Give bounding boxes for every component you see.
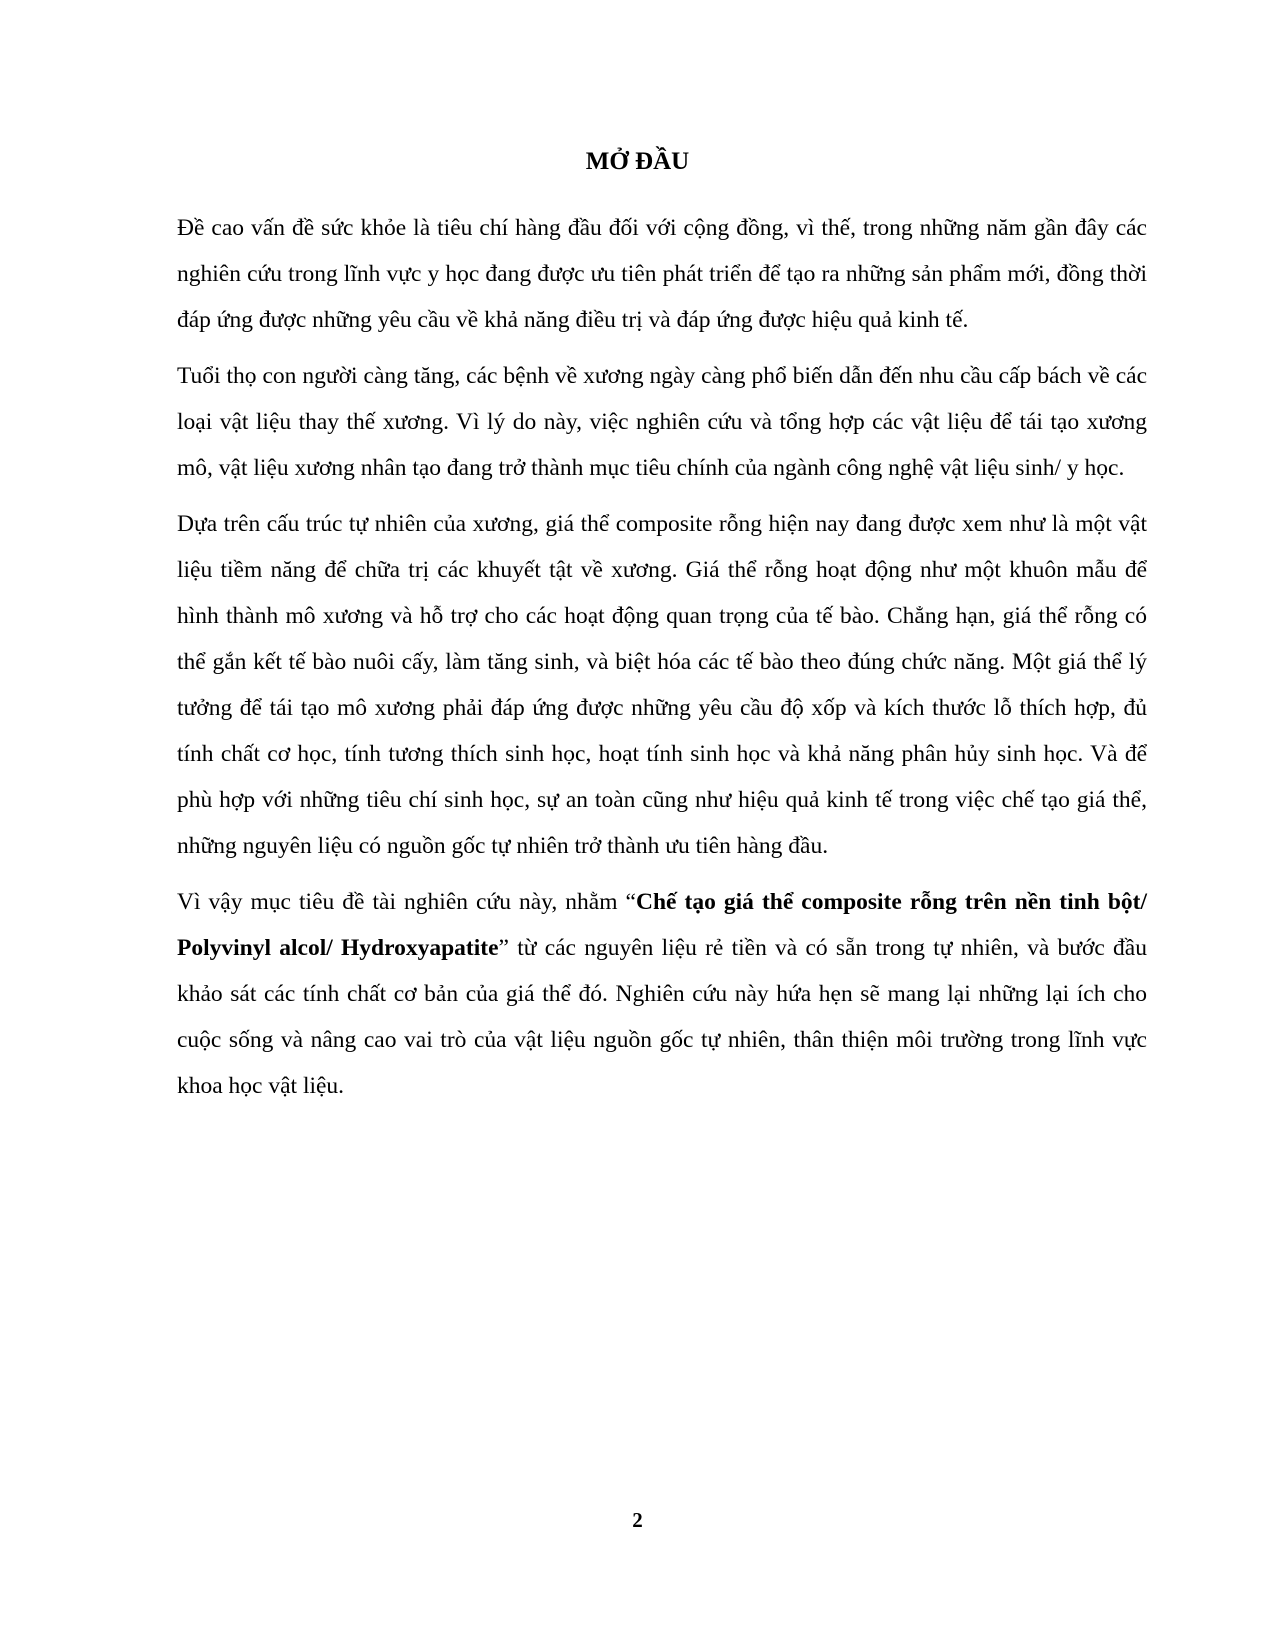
paragraph-4-intro: Vì vậy mục tiêu đề tài nghiên cứu này, nhằm “	[177, 889, 636, 915]
paragraph-4-rest: ” từ các nguyên liệu rẻ tiền và có sẵn trong tự nhiên, và bước đầu khảo sát các tính chất cơ bản của giá thể đó. Nghiên cứu này hứa hẹn sẽ mang lại những lại ích cho cuộc sống và nâng cao vai trò của vật liệu nguồn gốc tự nhiên, thân thiện môi trường trong lĩnh vực khoa học vật liệu.	[177, 935, 1147, 1099]
paragraph-3: Dựa trên cấu trúc tự nhiên của xương, giá thể composite rỗng hiện nay đang được xem như là một vật liệu tiềm năng để chữa trị các khuyết tật về xương. Giá thể rỗng hoạt động như một khuôn mẫu để hình thành mô xương và hỗ trợ cho các hoạt động quan trọng của tế bào. Chẳng hạn, giá thể rỗng có thể gắn kết tế bào nuôi cấy, làm tăng sinh, và biệt hóa các tế bào theo đúng chức năng. Một giá thể lý tưởng để tái tạo mô xương phải đáp ứng được những yêu cầu độ xốp và kích thước lỗ thích hợp, đủ tính chất cơ học, tính tương thích sinh học, hoạt tính sinh học và khả năng phân hủy sinh học. Và để phù hợp với những tiêu chí sinh học, sự an toàn cũng như hiệu quả kinh tế trong việc chế tạo giá thể, những nguyên liệu có nguồn gốc tự nhiên trở thành ưu tiên hàng đầu.	[177, 511, 1147, 859]
paragraph-4	[177, 879, 1147, 1109]
paragraph-2: Tuổi thọ con người càng tăng, các bệnh về xương ngày càng phổ biến dẫn đến nhu cầu cấp bách về các loại vật liệu thay thế xương. Vì lý do này, việc nghiên cứu và tổng hợp các vật liệu để tái tạo xương mô, vật liệu xương nhân tạo đang trở thành mục tiêu chính của ngành công nghệ vật liệu sinh/ y học.	[177, 363, 1147, 481]
page-title: MỞ ĐẦU	[585, 148, 690, 175]
document-body	[177, 205, 1147, 1119]
page-number: 2	[632, 1508, 643, 1532]
research-title-emphasis: Chế tạo giá thể composite rỗng trên nền tinh bột/ Polyvinyl alcol/ Hydroxyapatite	[177, 889, 1148, 961]
paragraph-1: Đề cao vấn đề sức khỏe là tiêu chí hàng đầu đối với cộng đồng, vì thế, trong những năm gần đây các nghiên cứu trong lĩnh vực y học đang được ưu tiên phát triển để tạo ra những sản phẩm mới, đồng thời đáp ứng được những yêu cầu về khả năng điều trị và đáp ứng được hiệu quả kinh tế.	[177, 215, 1147, 333]
